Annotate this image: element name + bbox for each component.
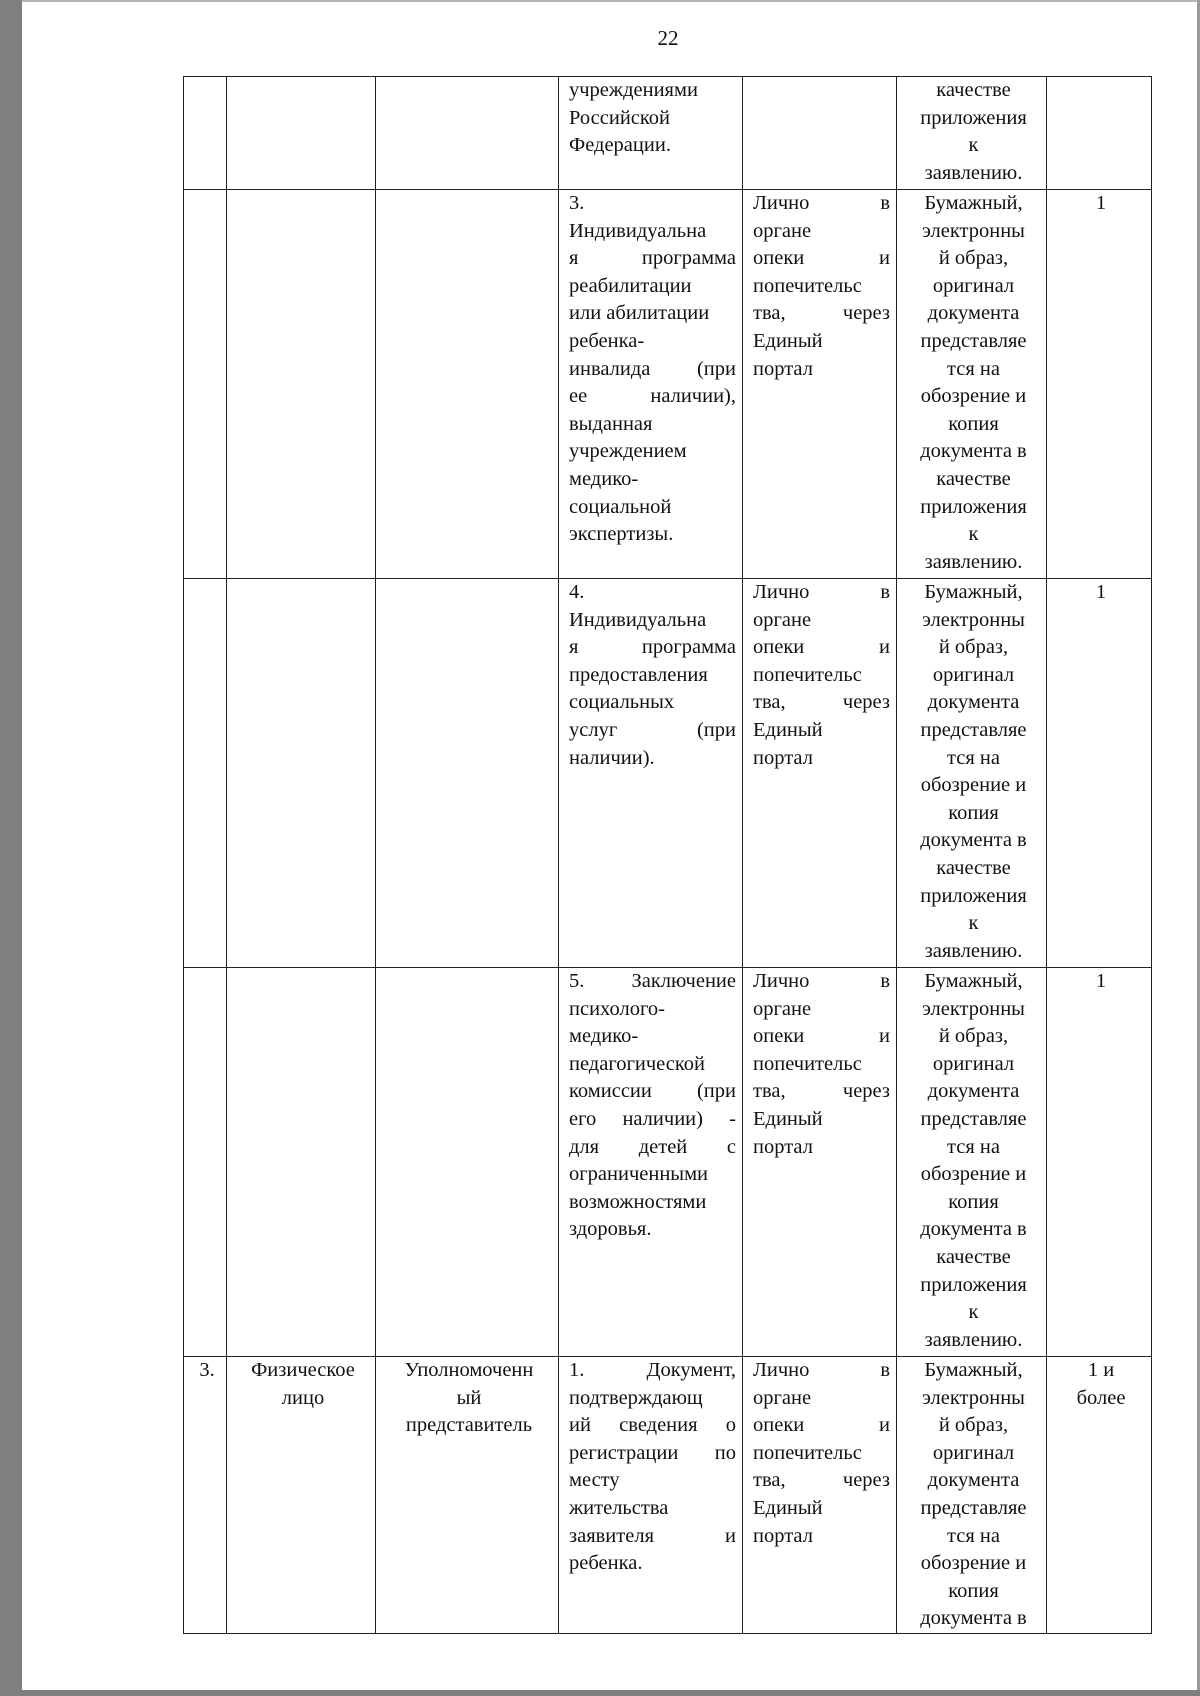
table-row [184, 579, 1152, 968]
document-form-line: качестве [936, 79, 1011, 101]
document-name-line: социальных [569, 691, 675, 714]
document-form-cell [897, 190, 1047, 579]
table-row [184, 190, 1152, 579]
num-cell [184, 190, 227, 579]
document-form-line: оригинал [932, 663, 1015, 686]
applicant-cell [227, 190, 376, 579]
submission-method-cell [743, 579, 897, 968]
count-cell [1047, 190, 1152, 579]
document-name-line: 3. [569, 192, 585, 214]
document-form-line: электронны [922, 219, 1025, 242]
document-form-line: качестве [936, 467, 1011, 490]
document-name-line: комиссии (при [569, 1080, 736, 1103]
scan-bottom-border [0, 1690, 1200, 1696]
document-form-cell [897, 968, 1047, 1357]
document-form-line: й образ, [938, 636, 1009, 659]
submission-method-line: Лично в [753, 192, 890, 214]
document-form-line: копия [948, 1190, 999, 1213]
document-name-line: здоровья. [569, 1218, 652, 1241]
representative-cell [376, 77, 559, 190]
submission-method-line: Единый [753, 1496, 823, 1519]
submission-method-line: органе [753, 1386, 812, 1409]
document-form-line: й образ, [938, 1414, 1009, 1437]
document-form-line: представляе [920, 718, 1027, 741]
document-form-line: представляе [920, 1496, 1027, 1519]
document-name-line: экспертизы. [569, 523, 674, 546]
document-form-line: приложения [920, 884, 1027, 907]
submission-method-cell [743, 77, 897, 190]
document-name-line: 1. Документ, [569, 1359, 736, 1381]
document-name-line: медико- [569, 1025, 639, 1048]
document-name-line: Индивидуальна [569, 608, 707, 631]
document-name-line: предоставления [569, 663, 708, 686]
document-name-line: услуг (при [569, 718, 736, 741]
row-number: 3. [199, 1359, 215, 1381]
document-form-line: к [968, 523, 979, 546]
count-cell [1047, 77, 1152, 190]
representative-category: ый [456, 1386, 482, 1409]
document-form-cell [897, 1357, 1047, 1634]
document-form-line: копия [948, 412, 999, 435]
document-form-line: документа [927, 302, 1020, 325]
document-form-line: качестве [936, 1245, 1011, 1268]
document-form-line: Бумажный, [924, 192, 1023, 214]
submission-method-line: Лично в [753, 970, 890, 992]
document-name-line: ребенка. [569, 1552, 643, 1575]
document-form-line: приложения [920, 495, 1027, 518]
applicant-cell [227, 579, 376, 968]
document-name-line: или абилитации [569, 302, 710, 325]
submission-method-line: тва, через [753, 1080, 890, 1103]
representative-cell [376, 579, 559, 968]
applicant-cell [227, 968, 376, 1357]
document-form-line: й образ, [938, 247, 1009, 270]
document-form-line: оригинал [932, 1052, 1015, 1075]
submission-method-line: органе [753, 608, 812, 631]
document-name-line: выданная [569, 412, 653, 435]
applicant-cell [227, 77, 376, 190]
document-form-line: тся на [947, 357, 1000, 380]
document-name-line: 4. [569, 581, 585, 603]
applicant-category: лицо [281, 1386, 325, 1409]
document-name-line: учреждением [569, 440, 687, 463]
num-cell [184, 1357, 227, 1634]
document-form-line: оригинал [932, 1441, 1015, 1464]
submission-method-line: Единый [753, 329, 823, 352]
num-cell [184, 579, 227, 968]
num-cell [184, 968, 227, 1357]
submission-method-line: портал [753, 357, 813, 380]
count-cell [1047, 1357, 1152, 1634]
document-form-line: документа в [920, 829, 1027, 852]
table-row [184, 77, 1152, 190]
document-form-line: Бумажный, [924, 1359, 1023, 1381]
scan-top-edge [22, 0, 1197, 2]
representative-cell [376, 968, 559, 1357]
document-form-line: качестве [936, 856, 1011, 879]
document-form-line: электронны [922, 997, 1025, 1020]
document-name-line: ребенка- [569, 329, 645, 352]
table-row [184, 968, 1152, 1357]
document-name-line: педагогической [569, 1052, 706, 1075]
document-form-line: к [968, 134, 979, 157]
submission-method-cell [743, 1357, 897, 1634]
document-name-line: медико- [569, 467, 639, 490]
document-form-line: й образ, [938, 1025, 1009, 1048]
document-name-line: Федерации. [569, 134, 671, 157]
submission-method-line: тва, через [753, 1469, 890, 1492]
document-form-line: заявлению. [924, 550, 1023, 573]
document-form-line: документа [927, 691, 1020, 714]
representative-cell [376, 190, 559, 579]
document-form-line: документа в [920, 440, 1027, 463]
document-name-line: подтверждающ [569, 1386, 703, 1409]
document-cell [559, 968, 743, 1357]
document-name-line: ий сведения о [569, 1414, 736, 1437]
document-form-line: к [968, 912, 979, 935]
submission-method-line: органе [753, 219, 812, 242]
document-form-line: Бумажный, [924, 970, 1023, 992]
document-name-line: психолого- [569, 997, 665, 1020]
submission-method-line: опеки и [753, 1414, 890, 1437]
submission-method-line: органе [753, 997, 812, 1020]
applicant-cell [227, 1357, 376, 1634]
submission-method-line: опеки и [753, 247, 890, 270]
documents-table [183, 76, 1152, 1634]
table-row [184, 1357, 1152, 1634]
document-count: 1 [1095, 192, 1107, 214]
document-name-line: учреждениями [569, 79, 698, 101]
document-form-line: тся на [947, 746, 1000, 769]
document-form-line: обозрение и [920, 385, 1027, 408]
document-name-line: жительства [569, 1496, 669, 1519]
document-form-cell [897, 579, 1047, 968]
document-name-line: возможностями [569, 1190, 707, 1213]
document-form-line: документа в [920, 1218, 1027, 1241]
document-form-line: документа [927, 1469, 1020, 1492]
document-name-line: для детей с [569, 1135, 736, 1158]
document-form-line: представляе [920, 1107, 1027, 1130]
submission-method-cell [743, 190, 897, 579]
document-form-line: заявлению. [924, 939, 1023, 962]
document-name-line: 5. Заключение [569, 970, 736, 992]
submission-method-line: Единый [753, 1107, 823, 1130]
document-form-line: приложения [920, 1273, 1027, 1296]
document-form-line: обозрение и [920, 774, 1027, 797]
submission-method-cell [743, 968, 897, 1357]
document-name-line: месту [569, 1469, 620, 1492]
document-form-line: обозрение и [920, 1163, 1027, 1186]
document-name-line: инвалида (при [569, 357, 736, 380]
document-name-line: я программа [569, 247, 736, 270]
submission-method-line: попечительс [753, 1441, 862, 1464]
document-name-line: я программа [569, 636, 736, 659]
document-form-line: копия [948, 1579, 999, 1602]
count-cell [1047, 579, 1152, 968]
document-name-line: реабилитации [569, 274, 692, 297]
submission-method-line: попечительс [753, 1052, 862, 1075]
document-name-line: заявителя и [569, 1524, 736, 1547]
representative-cell [376, 1357, 559, 1634]
document-count: 1 и [1087, 1359, 1115, 1381]
document-form-line: тся на [947, 1135, 1000, 1158]
document-form-cell [897, 77, 1047, 190]
submission-method-line: портал [753, 1524, 813, 1547]
submission-method-line: опеки и [753, 636, 890, 659]
count-cell [1047, 968, 1152, 1357]
document-form-line: тся на [947, 1524, 1000, 1547]
document-form-line: электронны [922, 1386, 1025, 1409]
document-name-line: регистрации по [569, 1441, 736, 1464]
page-number: 22 [657, 26, 679, 50]
representative-category: представитель [405, 1414, 533, 1437]
document-form-line: заявлению. [924, 1328, 1023, 1351]
document-count: более [1076, 1386, 1126, 1409]
submission-method-line: тва, через [753, 691, 890, 714]
document-name-line: ограниченными [569, 1163, 709, 1186]
document-name-line: наличии). [569, 746, 655, 769]
document-name-line: ее наличии), [569, 385, 736, 408]
document-count: 1 [1095, 581, 1107, 603]
document-form-line: оригинал [932, 274, 1015, 297]
submission-method-line: опеки и [753, 1025, 890, 1048]
document-form-line: документа [927, 1080, 1020, 1103]
document-name-line: Российской [569, 106, 671, 129]
document-form-line: документа в [920, 1607, 1027, 1630]
submission-method-line: Единый [753, 718, 823, 741]
submission-method-line: портал [753, 746, 813, 769]
document-cell [559, 190, 743, 579]
submission-method-line: попечительс [753, 274, 862, 297]
scan-left-border [0, 0, 22, 1696]
document-count: 1 [1095, 970, 1107, 992]
submission-method-line: Лично в [753, 581, 890, 603]
document-form-line: электронны [922, 608, 1025, 631]
document-form-line: приложения [920, 106, 1027, 129]
document-form-line: заявлению. [924, 161, 1023, 184]
document-form-line: представляе [920, 329, 1027, 352]
document-form-line: обозрение и [920, 1552, 1027, 1575]
document-name-line: Индивидуальна [569, 219, 707, 242]
document-form-line: к [968, 1301, 979, 1324]
num-cell [184, 77, 227, 190]
applicant-category: Физическое [251, 1359, 355, 1381]
document-form-line: копия [948, 801, 999, 824]
document-cell [559, 77, 743, 190]
document-name-line: социальной [569, 495, 672, 518]
document-cell [559, 1357, 743, 1634]
document-cell [559, 579, 743, 968]
document-name-line: его наличии) - [569, 1107, 736, 1130]
submission-method-line: тва, через [753, 302, 890, 325]
document-form-line: Бумажный, [924, 581, 1023, 603]
submission-method-line: Лично в [753, 1359, 890, 1381]
submission-method-line: попечительс [753, 663, 862, 686]
representative-category: Уполномоченн [404, 1359, 534, 1381]
submission-method-line: портал [753, 1135, 813, 1158]
